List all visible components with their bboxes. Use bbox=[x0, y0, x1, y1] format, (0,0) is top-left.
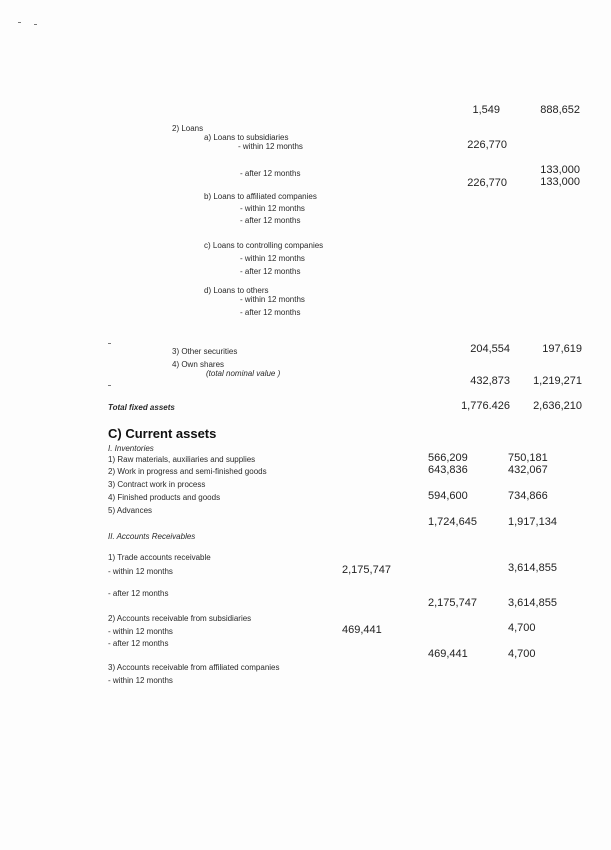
own-shares-c3: 1,219,271 bbox=[533, 375, 582, 387]
loans-affiliated-within: - within 12 months bbox=[240, 204, 305, 213]
subsidiary-receivable-after: - after 12 months bbox=[108, 639, 169, 648]
loans-controlling-within: - within 12 months bbox=[240, 254, 305, 263]
trade-receivable-total-c3: 3,614,855 bbox=[508, 597, 557, 609]
inventory-item-c3: 750,181 bbox=[508, 452, 548, 464]
total-fixed-assets-c2: 1,776.426 bbox=[461, 400, 510, 412]
trade-receivable-within: - within 12 months bbox=[108, 567, 173, 576]
loans-subsidiaries-total-c2: 226,770 bbox=[467, 177, 507, 189]
trade-receivable-within-c1: 2,175,747 bbox=[342, 564, 391, 576]
scan-speck bbox=[108, 343, 111, 344]
subsidiary-receivable-label: 2) Accounts receivable from subsidiaries bbox=[108, 614, 252, 623]
scan-speck bbox=[108, 385, 111, 386]
other-securities-c3: 197,619 bbox=[542, 343, 582, 355]
loans-subsidiaries-after: - after 12 months bbox=[240, 169, 301, 178]
inventory-item-label: 1) Raw materials, auxiliaries and supplies bbox=[108, 455, 256, 464]
loans-affiliated-label: b) Loans to affiliated companies bbox=[204, 192, 317, 201]
inventory-item-label: 4) Finished products and goods bbox=[108, 493, 221, 502]
inventories-total-c2: 1,724,645 bbox=[428, 516, 477, 528]
other-securities-label: 3) Other securities bbox=[172, 347, 238, 356]
loans-controlling-label: c) Loans to controlling companies bbox=[204, 241, 324, 250]
loans-subsidiaries-within: - within 12 months bbox=[238, 142, 303, 151]
inventory-item-label: 2) Work in progress and semi-finished goods bbox=[108, 467, 267, 476]
loans-affiliated-after: - after 12 months bbox=[240, 216, 301, 225]
inventories-title: I. Inventories bbox=[108, 444, 154, 453]
scan-speck bbox=[34, 24, 37, 25]
inventory-item-c2: 566,209 bbox=[428, 452, 468, 464]
loans-subsidiaries-after-value: 133,000 bbox=[540, 164, 580, 176]
inventory-item-c3: 734,866 bbox=[508, 490, 548, 502]
inventory-item-c3: 432,067 bbox=[508, 464, 548, 476]
top-row-value-c3: 888,652 bbox=[540, 104, 580, 116]
total-fixed-assets-label: Total fixed assets bbox=[108, 403, 175, 412]
own-shares-label: 4) Own shares bbox=[172, 360, 225, 369]
inventory-item-c2: 594,600 bbox=[428, 490, 468, 502]
loans-others-label: d) Loans to others bbox=[204, 286, 269, 295]
scan-speck bbox=[18, 22, 21, 23]
trade-receivable-after: - after 12 months bbox=[108, 589, 169, 598]
subsidiary-receivable-within-c3: 4,700 bbox=[508, 622, 536, 634]
loans-subsidiaries-within-value: 226,770 bbox=[467, 139, 507, 151]
own-shares-note: (total nominal value ) bbox=[206, 369, 281, 378]
loans-others-after: - after 12 months bbox=[240, 308, 301, 317]
total-fixed-assets-c3: 2,636,210 bbox=[533, 400, 582, 412]
loans-controlling-after: - after 12 months bbox=[240, 267, 301, 276]
top-row-value-c2: 1,549 bbox=[472, 104, 500, 116]
current-assets-heading: C) Current assets bbox=[108, 426, 217, 441]
affiliated-receivable-label: 3) Accounts receivable from affiliated companies bbox=[108, 663, 280, 672]
affiliated-receivable-within: - within 12 months bbox=[108, 676, 173, 685]
trade-receivable-label: 1) Trade accounts receivable bbox=[108, 553, 211, 562]
subsidiary-receivable-within-c1: 469,441 bbox=[342, 624, 382, 636]
inventory-item-label: 3) Contract work in process bbox=[108, 480, 206, 489]
receivables-title: II. Accounts Receivables bbox=[108, 532, 196, 541]
subsidiary-receivable-total-c3: 4,700 bbox=[508, 648, 536, 660]
loans-subsidiaries-label: a) Loans to subsidiaries bbox=[204, 133, 289, 142]
own-shares-c2: 432,873 bbox=[470, 375, 510, 387]
inventories-total-c3: 1,917,134 bbox=[508, 516, 557, 528]
other-securities-c2: 204,554 bbox=[470, 343, 510, 355]
loans-others-within: - within 12 months bbox=[240, 295, 305, 304]
subsidiary-receivable-within: - within 12 months bbox=[108, 627, 173, 636]
trade-receivable-total-c2: 2,175,747 bbox=[428, 597, 477, 609]
loans-subsidiaries-total-c3: 133,000 bbox=[540, 176, 580, 188]
loans-title: 2) Loans bbox=[172, 124, 204, 133]
trade-receivable-within-c3: 3,614,855 bbox=[508, 562, 557, 574]
inventory-item-label: 5) Advances bbox=[108, 506, 153, 515]
inventory-item-c2: 643,836 bbox=[428, 464, 468, 476]
subsidiary-receivable-total-c2: 469,441 bbox=[428, 648, 468, 660]
